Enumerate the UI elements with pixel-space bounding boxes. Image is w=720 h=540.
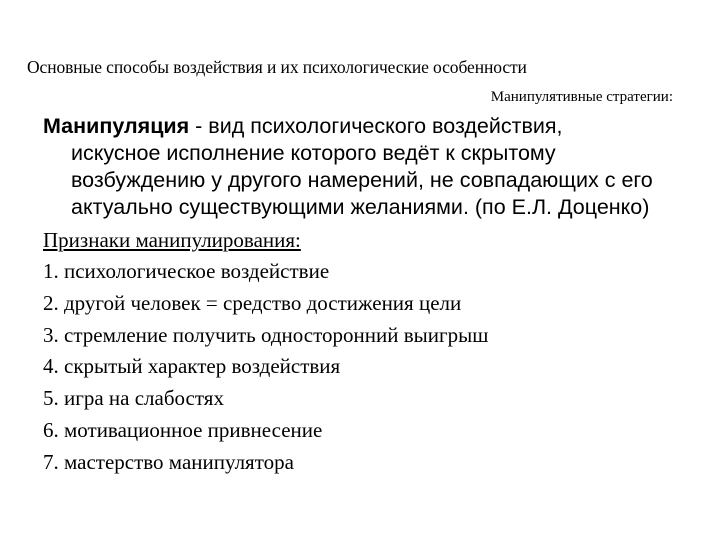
definition-line-2: искусное исполнение которого ведёт к скрытому (71, 141, 556, 165)
slide-subtitle: Манипулятивные стратегии: (490, 89, 673, 105)
slide-title: Основные способы воздействия и их психологические особенности (27, 57, 527, 77)
list-item: 4. скрытый характер воздействия (43, 354, 341, 379)
signs-section (43, 224, 488, 479)
list-item: 2. другой человек = средство достижения цели (43, 290, 462, 315)
list-item: 5. игра на слабостях (43, 386, 224, 411)
list-item: 1. психологическое воздействие (43, 259, 330, 283)
list-item: 3. стремление получить односторонний выигрыш (43, 322, 489, 347)
definition-line-4: актуально существующими желаниями. (по Е.Л. Доценко) (71, 195, 650, 219)
definition-line-3: возбуждению у другого намерений, не совпадающих с его (71, 168, 653, 192)
definition-line-1 (43, 113, 683, 140)
list-item: 6. мотивационное привнесение (43, 417, 323, 442)
signs-heading: Признаки манипулирования: (43, 228, 301, 252)
definition-block (43, 113, 683, 221)
list-item: 7. мастерство манипулятора (43, 449, 294, 474)
definition-term: Манипуляция (43, 114, 190, 138)
signs-list (43, 256, 488, 479)
definition-line-1-rest: - вид психологического воздействия, (189, 114, 563, 138)
